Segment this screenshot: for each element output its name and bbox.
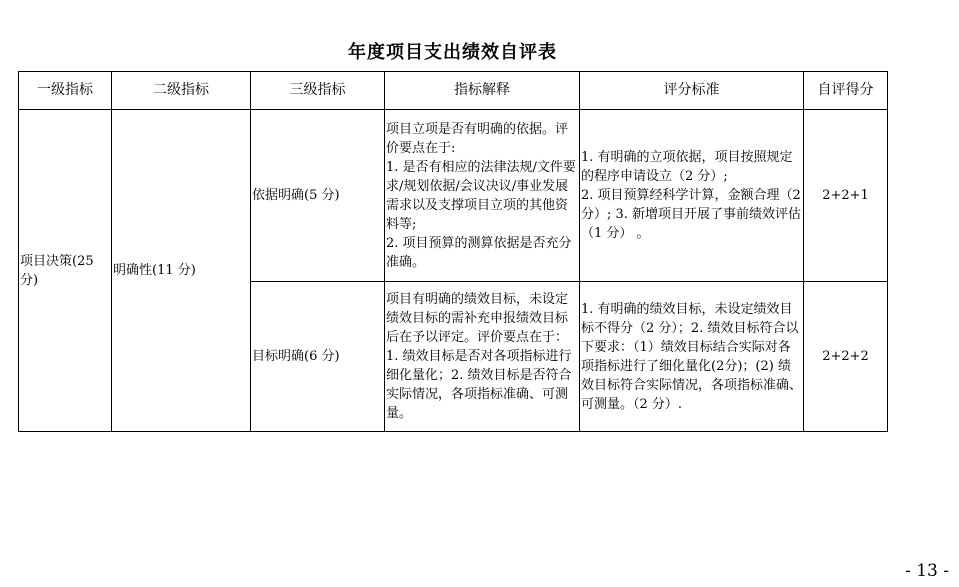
header-score: 自评得分 [804,72,888,110]
level3-cell: 目标明确(6 分) [251,282,385,432]
level1-cell: 项目决策(25分) [19,110,112,432]
table-row [19,110,888,282]
level2-cell: 明确性(11 分) [112,110,251,432]
score-cell: 2+2+2 [804,282,888,432]
header-explanation: 指标解释 [385,72,580,110]
evaluation-table [18,71,888,432]
header-level1: 一级指标 [19,72,112,110]
explanation-cell: 项目有明确的绩效目标，未设定绩效目标的需补充申报绩效目标后在予以评定。评价要点在于：1. 绩效目标是否对各项指标进行细化量化；2. 绩效目标是否符合实际情况，各项指标准确、可测量。 [385,282,580,432]
score-cell: 2+2+1 [804,110,888,282]
criteria-cell: 1. 有明确的绩效目标，未设定绩效目标不得分（2 分）；2. 绩效目标符合以下要求：（1）绩效目标结合实际对各项指标进行了细化量化(2分)；(2) 绩效目标符合实际情况，各项指标准确、可测量。（2 分）. [580,282,804,432]
explanation-cell: 项目立项是否有明确的依据。评价要点在于: 1. 是否有相应的法律法规/文件要求/规划依据/会议决议/事业发展需求以及支撑项目立项的其他资料等; 2. 项目预算的测算依据是否充分准确。 [385,110,580,282]
criteria-cell: 1. 有明确的立项依据，项目按照规定的程序申请设立（2 分）; 2. 项目预算经科学计算，金额合理（2 分）; 3. 新增项目开展了事前绩效评估（1 分） 。 [580,110,804,282]
table-header-row [19,72,888,110]
header-level2: 二级指标 [112,72,251,110]
page-number: - 13 - [905,561,949,581]
page-title: 年度项目支出绩效自评表 [348,42,557,63]
header-criteria: 评分标准 [580,72,804,110]
header-level3: 三级指标 [251,72,385,110]
level3-cell: 依据明确(5 分) [251,110,385,282]
